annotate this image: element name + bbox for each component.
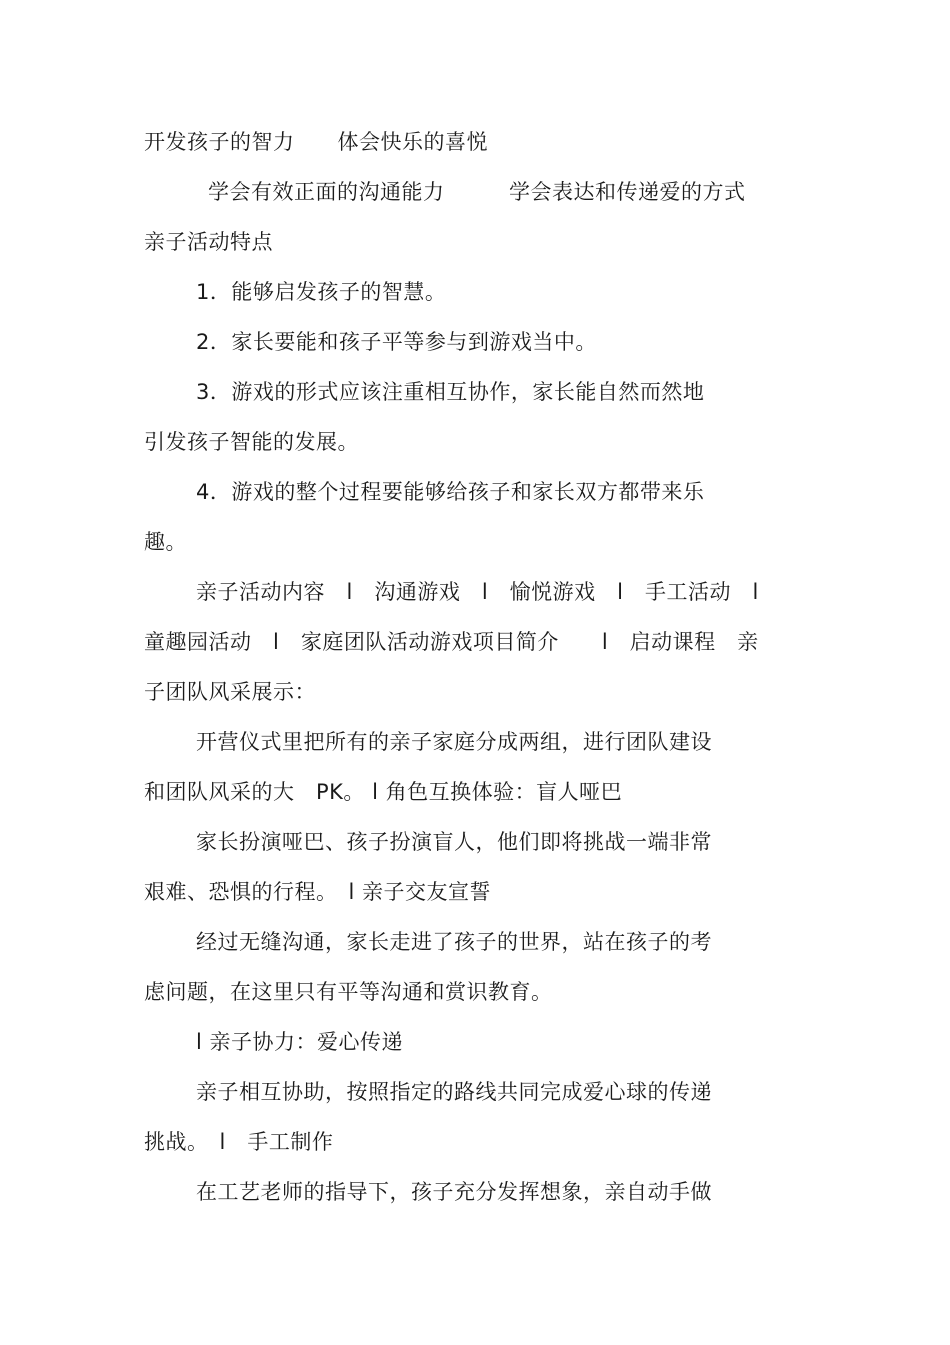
list-item-4: 4．游戏的整个过程要能够给孩子和家长双方都带来乐	[196, 480, 705, 504]
paragraph-roleplay: 家长扮演哑巴、孩子扮演盲人，他们即将挑战一端非常	[196, 830, 712, 854]
paragraph-communication-cont: 虑问题，在这里只有平等沟通和赏识教育。	[144, 980, 553, 1004]
heading-love-pass: l 亲子协力：爱心传递	[196, 1030, 404, 1054]
list-item-2: 2．家长要能和孩子平等参与到游戏当中。	[196, 330, 597, 354]
paragraph-opening-cont: 和团队风采的大 PK。 l 角色互换体验：盲人哑巴	[144, 780, 623, 804]
section-heading-features: 亲子活动特点	[144, 230, 273, 254]
paragraph-love-pass: 亲子相互协助，按照指定的路线共同完成爱心球的传递	[196, 1080, 712, 1104]
paragraph-opening: 开营仪式里把所有的亲子家庭分成两组，进行团队建设	[196, 730, 712, 754]
paragraph-handcraft: 在工艺老师的指导下，孩子充分发挥想象，亲自动手做	[196, 1180, 712, 1204]
paragraph-roleplay-cont: 艰难、恐惧的行程。 l 亲子交友宣誓	[144, 880, 492, 904]
content-line-2: 童趣园活动 l 家庭团队活动游戏项目简介 l 启动课程 亲	[144, 630, 759, 654]
content-line-1: 亲子活动内容 l 沟通游戏 l 愉悦游戏 l 手工活动 l	[196, 580, 759, 604]
list-item-4-cont: 趣。	[144, 530, 187, 554]
list-item-1: 1．能够启发孩子的智慧。	[196, 280, 447, 304]
content-line-3: 子团队风采展示：	[144, 680, 316, 704]
text-line-1: 开发孩子的智力 体会快乐的喜悦	[144, 130, 488, 154]
paragraph-communication: 经过无缝沟通，家长走进了孩子的世界，站在孩子的考	[196, 930, 712, 954]
list-item-3: 3．游戏的形式应该注重相互协作，家长能自然而然地	[196, 380, 705, 404]
list-item-3-cont: 引发孩子智能的发展。	[144, 430, 359, 454]
text-line-2: 学会有效正面的沟通能力 学会表达和传递爱的方式	[208, 180, 746, 204]
paragraph-love-pass-cont: 挑战。 l 手工制作	[144, 1130, 334, 1154]
